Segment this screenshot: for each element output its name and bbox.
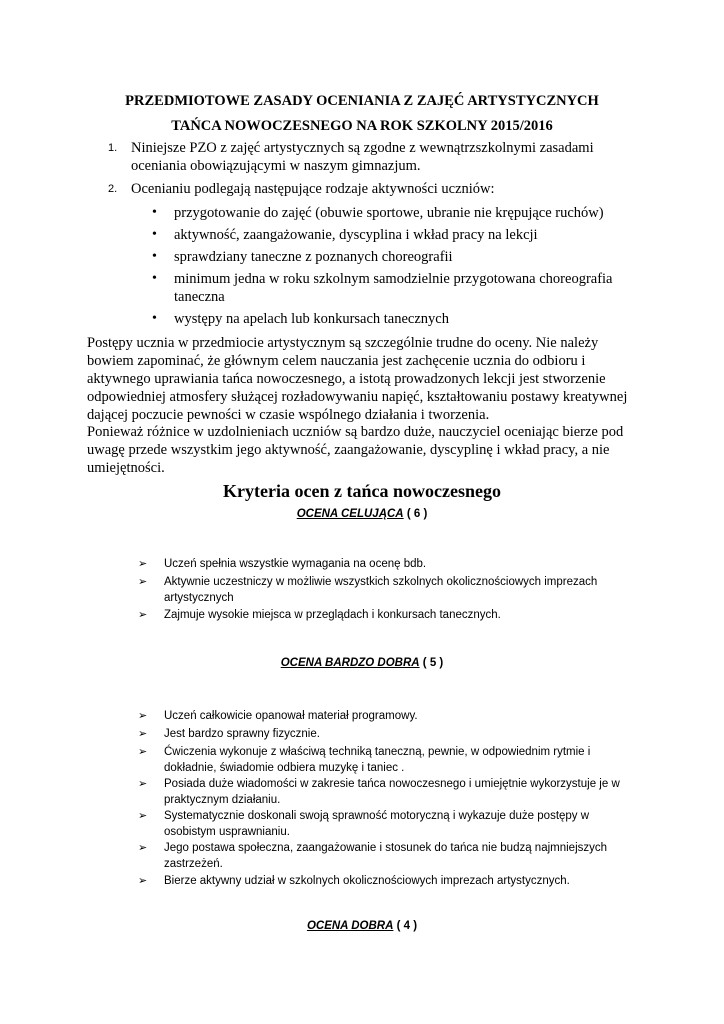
grade-heading-celujaca (80, 506, 644, 522)
criteria-heading: Kryteria ocen z tańca nowoczesnego (223, 481, 501, 501)
criteria-item (138, 776, 638, 808)
arrow-bullet-icon: ➢ (138, 710, 148, 722)
item-number: 1. (108, 142, 118, 154)
numbered-item (108, 139, 628, 175)
criteria-item (138, 873, 638, 889)
criteria-item (138, 556, 638, 572)
bullet-icon: • (152, 249, 157, 264)
criteria-item (138, 808, 638, 840)
criteria-item (138, 574, 638, 606)
activity-bullet-item (152, 204, 622, 222)
bullet-icon: • (152, 271, 157, 286)
criteria-text: Aktywnie uczestniczy w możliwie wszystkich szkolnych okolicznościowych imprezach artystycznych (164, 576, 598, 604)
criteria-item (138, 840, 638, 872)
document-title-line-2: TAŃCA NOWOCZESNEGO NA ROK SZKOLNY 2015/2016 (171, 118, 553, 134)
grade-name: OCENA DOBRA (306, 920, 394, 932)
bullet-text: występy na apelach lub konkursach tanecznych (174, 311, 449, 327)
arrow-bullet-icon: ➢ (138, 609, 148, 621)
arrow-bullet-icon: ➢ (138, 576, 148, 588)
criteria-item (138, 744, 638, 776)
criteria-text: Jest bardzo sprawny fizycznie. (164, 728, 320, 740)
arrow-bullet-icon: ➢ (138, 810, 148, 822)
criteria-text: Uczeń spełnia wszystkie wymagania na ocenę bdb. (164, 558, 427, 570)
numbered-item (108, 180, 628, 198)
bullet-icon: • (152, 311, 157, 326)
body-paragraph: Ponieważ różnice w uzdolnieniach uczniów są bardzo duże, nauczyciel oceniając bierze pod uwagę przede wszystkim jego aktywność, zaangażowanie, dyscyplinę i wkład pracy, a nie umiejętności. (87, 424, 624, 476)
grade-heading-bardzo-dobra (80, 655, 644, 671)
arrow-bullet-icon: ➢ (138, 558, 148, 570)
item-text: Ocenianiu podlegają następujące rodzaje aktywności uczniów: (131, 181, 495, 197)
bullet-text: przygotowanie do zajęć (obuwie sportowe, ubranie nie krępujące ruchów) (174, 205, 604, 221)
grade-value: ( 5 ) (422, 657, 444, 669)
criteria-text: Ćwiczenia wykonuje z właściwą techniką taneczną, pewnie, w odpowiednim rytmie i dokładnie, świadomie odbiera muzykę i taniec . (164, 746, 591, 774)
activity-bullet-item (152, 310, 622, 328)
grade-name: OCENA BARDZO DOBRA (280, 657, 420, 669)
activity-bullet-item (152, 270, 622, 306)
bullet-text: sprawdziany taneczne z poznanych choreografii (174, 249, 453, 265)
arrow-bullet-icon: ➢ (138, 746, 148, 758)
arrow-bullet-icon: ➢ (138, 875, 148, 887)
document-title-line-1: PRZEDMIOTOWE ZASADY OCENIANIA Z ZAJĘĆ ARTYSTYCZNYCH (125, 93, 599, 109)
item-text: Niniejsze PZO z zajęć artystycznych są zgodne z wewnątrzszkolnymi zasadami oceniania obowiązującymi w naszym gimnazjum. (131, 140, 594, 174)
activity-bullet-item (152, 248, 622, 266)
criteria-text: Jego postawa społeczna, zaangażowanie i stosunek do tańca nie budzą najmniejszych zastrzeżeń. (164, 842, 608, 870)
arrow-bullet-icon: ➢ (138, 728, 148, 740)
arrow-bullet-icon: ➢ (138, 778, 148, 790)
bullet-text: aktywność, zaangażowanie, dyscyplina i wkład pracy na lekcji (174, 227, 538, 243)
bullet-icon: • (152, 205, 157, 220)
activity-bullet-item (152, 226, 622, 244)
criteria-item (138, 708, 638, 724)
arrow-bullet-icon: ➢ (138, 842, 148, 854)
item-number: 2. (108, 183, 118, 195)
criteria-text: Zajmuje wysokie miejsca w przeglądach i konkursach tanecznych. (164, 609, 501, 621)
criteria-text: Bierze aktywny udział w szkolnych okolicznościowych imprezach artystycznych. (164, 875, 570, 887)
bullet-icon: • (152, 227, 157, 242)
grade-value: ( 6 ) (406, 508, 428, 520)
bullet-text: minimum jedna w roku szkolnym samodzielnie przygotowana choreografia taneczna (174, 271, 613, 305)
criteria-item (138, 726, 638, 742)
grade-name: OCENA CELUJĄCA (296, 508, 404, 520)
grade-value: ( 4 ) (396, 920, 418, 932)
criteria-text: Posiada duże wiadomości w zakresie tańca nowoczesnego i umiejętnie wykorzystuje je w praktycznym działaniu. (164, 778, 620, 806)
criteria-item (138, 607, 638, 623)
grade-heading-dobra (80, 918, 644, 934)
body-paragraph: Postępy ucznia w przedmiocie artystycznym są szczególnie trudne do oceny. Nie należy bowiem zapominać, że głównym celem nauczania jest zachęcenie ucznia do odbioru i aktywnego uprawiania tańca nowoczesnego, a istotą prowadzonych lekcji jest stworzenie odpowiedniej atmosfery służącej rozładowywaniu napięć, kształtowaniu postawy kreatywnej dającej poczucie pewności w czasie wspólnego działania i tworzenia. (87, 335, 628, 423)
criteria-text: Uczeń całkowicie opanował materiał programowy. (164, 710, 418, 722)
criteria-text: Systematycznie doskonali swoją sprawność motoryczną i wykazuje duże postępy w osobistym usprawnianiu. (164, 810, 590, 838)
